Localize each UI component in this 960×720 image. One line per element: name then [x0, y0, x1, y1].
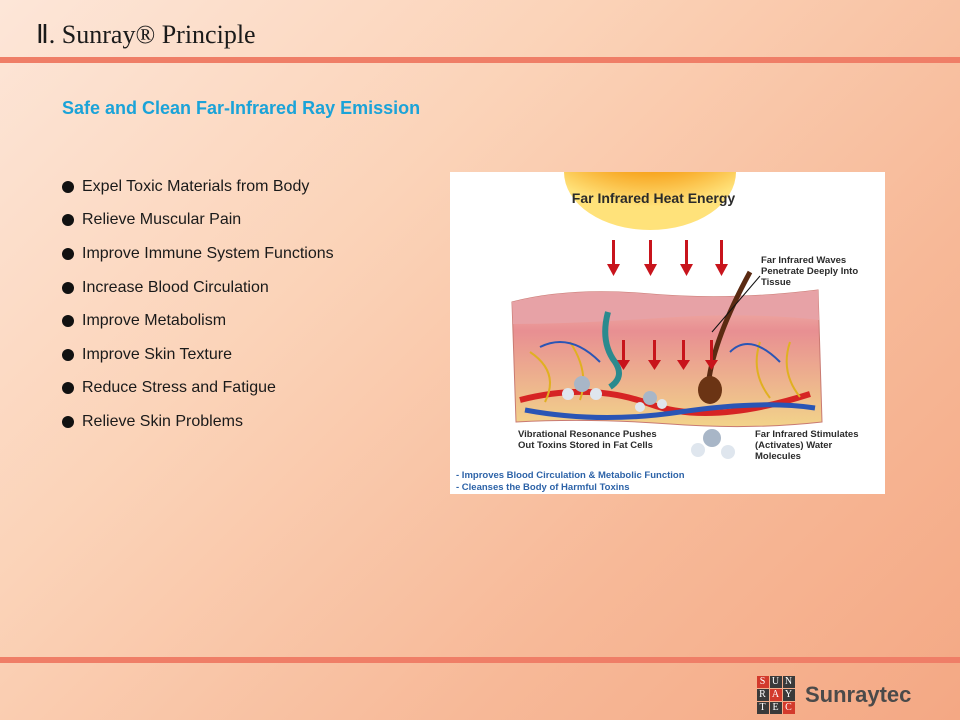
list-item-label: Increase Blood Circulation [82, 278, 269, 296]
list-item [62, 237, 334, 271]
logo-cell: C [783, 702, 795, 714]
list-item [62, 304, 334, 338]
label-stimulates: Far Infrared Stimulates (Activates) Water Molecules [755, 429, 859, 462]
logo-cell: N [784, 676, 794, 687]
logo-mark [757, 676, 795, 714]
label-waves: Far Infrared Waves Penetrate Deeply Into Tissue [761, 255, 859, 288]
list-item [62, 338, 334, 372]
bottom-divider [0, 657, 960, 663]
list-item [62, 372, 334, 406]
list-item-label: Reduce Stress and Fatigue [82, 379, 276, 397]
list-item [62, 204, 334, 238]
list-item-label: Improve Immune System Functions [82, 244, 334, 262]
label-resonance: Vibrational Resonance Pushes Out Toxins Stored in Fat Cells [518, 429, 657, 451]
page-title: Ⅱ. Sunray® Principle [36, 20, 256, 49]
bullet-icon [62, 416, 74, 428]
logo-cell: U [771, 676, 781, 687]
list-item-label: Relieve Skin Problems [82, 412, 243, 430]
brand-name: Sunraytec [805, 682, 912, 707]
list-item-label: Relieve Muscular Pain [82, 211, 242, 229]
sunraytec-logo [757, 676, 911, 714]
figure-footnote-1: - Improves Blood Circulation & Metabolic Function [456, 470, 685, 481]
list-item-label: Improve Skin Texture [82, 345, 232, 363]
section-subtitle: Safe and Clean Far-Infrared Ray Emission [62, 98, 421, 118]
logo-cell: T [757, 702, 769, 714]
list-item [62, 405, 334, 439]
logo-cell: Y [784, 689, 794, 700]
hair-follicle [698, 376, 722, 404]
logo-cell: S [757, 676, 769, 688]
benefit-list [62, 170, 334, 439]
bullet-icon [62, 349, 74, 361]
bullet-icon [62, 315, 74, 327]
bullet-icon [62, 181, 74, 193]
list-item [62, 271, 334, 305]
logo-cell: R [757, 689, 769, 701]
bullet-icon [62, 282, 74, 294]
list-item-label: Improve Metabolism [82, 312, 227, 330]
bullet-icon [62, 214, 74, 226]
bullet-icon [62, 382, 74, 394]
figure-heading: Far Infrared Heat Energy [571, 190, 736, 206]
figure-footnote-2: - Cleanses the Body of Harmful Toxins [456, 482, 630, 493]
logo-cell: E [770, 702, 782, 714]
far-infrared-illustration [450, 172, 885, 494]
list-item [62, 170, 334, 204]
bullet-icon [62, 248, 74, 260]
top-divider [0, 57, 960, 63]
list-item-label: Expel Toxic Materials from Body [82, 177, 310, 195]
logo-cell: A [771, 689, 781, 700]
